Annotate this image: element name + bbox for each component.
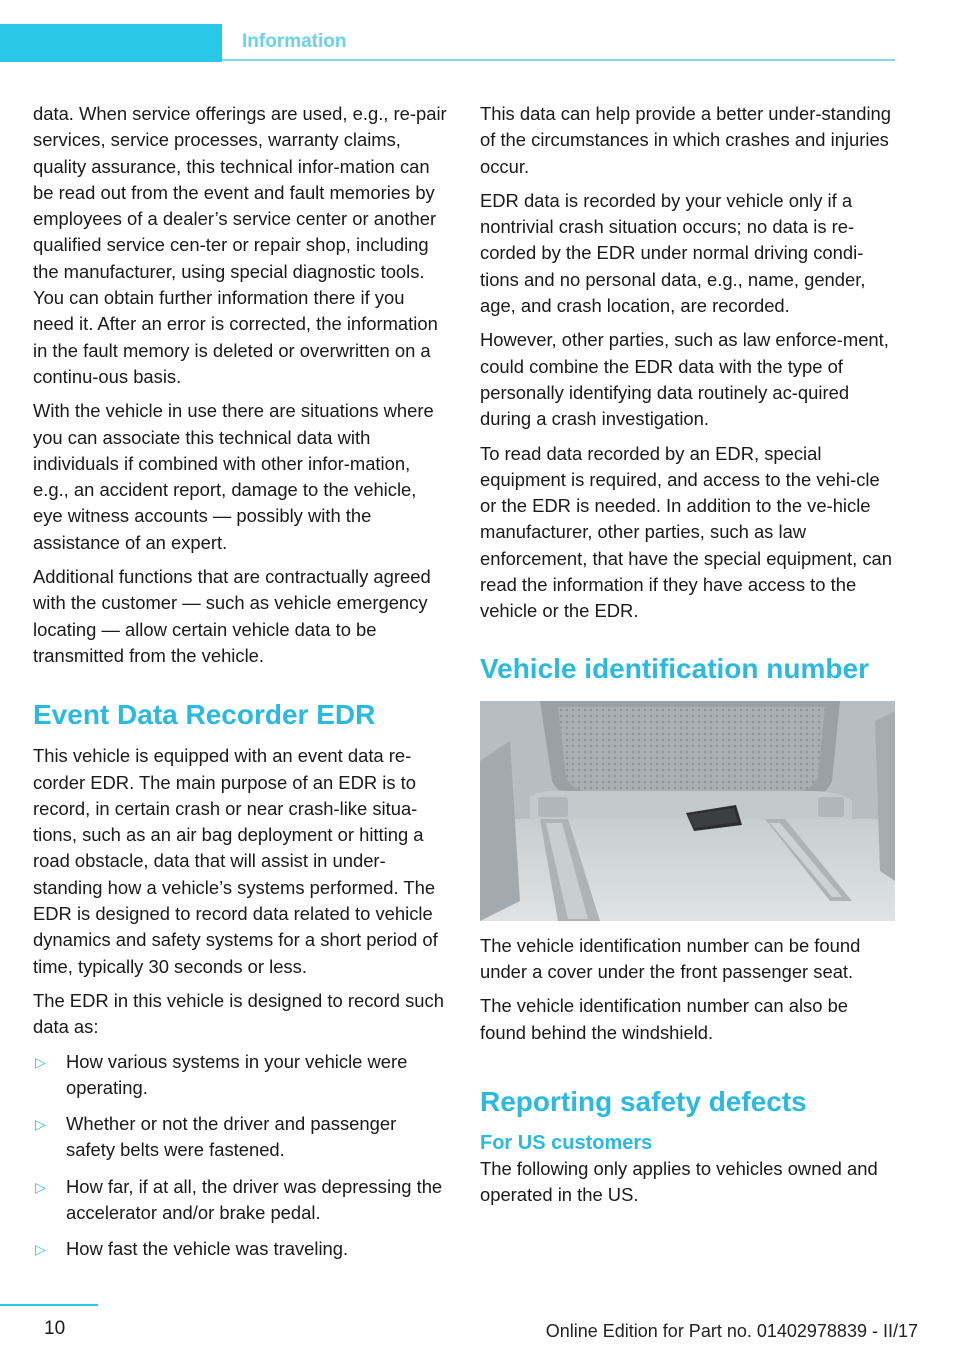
list-item: ▷ How far, if at all, the driver was depressing the accelerator and/or brake pedal. [35, 1175, 443, 1223]
footer-rule [0, 1304, 98, 1306]
triangle-bullet-icon: ▷ [35, 1178, 46, 1195]
paragraph-associate-data: With the vehicle in use there are situations where you can associate this technical data with individuals if combined with other infor‐mation, e.g., an accident report, damage to the vehicle, eye witness accounts — possibly with the assistance of an expert. [33, 400, 434, 553]
right-column [480, 101, 895, 1216]
heading-event-data-recorder: Event Data Recorder EDR [33, 699, 376, 731]
paragraph-reading-edr: To read data recorded by an EDR, special equipment is required, and access to the vehi‐cle or the EDR is needed. In addition to the ve‐hicle manufacturer, other parties, such as law enforcement, that have the special equipment, can read the information if they have access to the vehicle or the EDR. [480, 442, 893, 622]
paragraph-vin-under-seat: The vehicle identification number can be found under a cover under the front passenger seat. [480, 934, 861, 982]
edr-data-list [33, 1049, 448, 1263]
paragraph-service-data: data. When service offerings are used, e.g., re‐pair services, service processes, warranty claims, quality assurance, this technical infor‐mation can be read out from the event and fault memories by employees of a dealer’s service center or another qualified service cen‐ter or repair shop, including the manufacturer, using special diagnostic tools. You can obtain further information there if you need it. After an error is corrected, the information in the fault memory is deleted or overwritten on a continu‐ous basis. [33, 103, 447, 387]
paragraph-other-parties: However, other parties, such as law enforce‐ment, could combine the EDR data with the type of personally identifying data routinely ac‐quired during a crash investigation. [480, 329, 889, 430]
header-rule [222, 59, 895, 61]
list-item: ▷ How fast the vehicle was traveling. [33, 1236, 448, 1262]
subheading-us-customers: For US customers [480, 1131, 653, 1154]
section-title: Information [242, 31, 347, 52]
vin-location-photo [480, 701, 895, 921]
edition-note: Online Edition for Part no. 01402978839 - II/17 [545, 1321, 918, 1341]
page-number: 10 [44, 1318, 66, 1339]
paragraph-edr-records: The EDR in this vehicle is designed to record such data as: [33, 989, 444, 1038]
heading-reporting-safety-defects: Reporting safety defects [480, 1085, 807, 1117]
triangle-bullet-icon: ▷ [35, 1116, 46, 1133]
paragraph-edr-understanding: This data can help provide a better under‐standing of the circumstances in which crashes and injuries occur. [480, 103, 891, 177]
paragraph-edr-recording: EDR data is recorded by your vehicle only if a nontrivial crash situation occurs; no data is re‐corded by the EDR under normal driving condi‐tions and no personal data, e.g., name, gender, age, and crash location, are recorded. [480, 189, 866, 317]
heading-vehicle-identification-number: Vehicle identification number [480, 652, 869, 684]
paragraph-additional-functions: Additional functions that are contractually agreed with the customer — such as vehicle emergency locating — allow certain vehicle data to be transmitted from the vehicle. [33, 566, 431, 666]
triangle-bullet-icon: ▷ [35, 1053, 46, 1070]
paragraph-us-vehicles: The following only applies to vehicles owned and operated in the US. [480, 1157, 878, 1206]
list-item: ▷ Whether or not the driver and passenger safety belts were fastened. [35, 1113, 397, 1161]
left-column [33, 101, 448, 1273]
paragraph-edr-intro: This vehicle is equipped with an event data re‐corder EDR. The main purpose of an EDR is to record, in certain crash or near crash-like situa‐tions, such as an air bag deployment or hitting a road obstacle, data that will assist in under‐standing how a vehicle’s systems performed. The EDR is designed to record data related to vehicle dynamics and safety systems for a short period of time, typically 30 seconds or less. [33, 745, 438, 977]
header-color-bar [0, 24, 222, 62]
list-item: ▷ How various systems in your vehicle were operating. [35, 1050, 408, 1098]
paragraph-vin-windshield: The vehicle identification number can also be found behind the windshield. [480, 995, 849, 1043]
triangle-bullet-icon: ▷ [35, 1241, 46, 1258]
